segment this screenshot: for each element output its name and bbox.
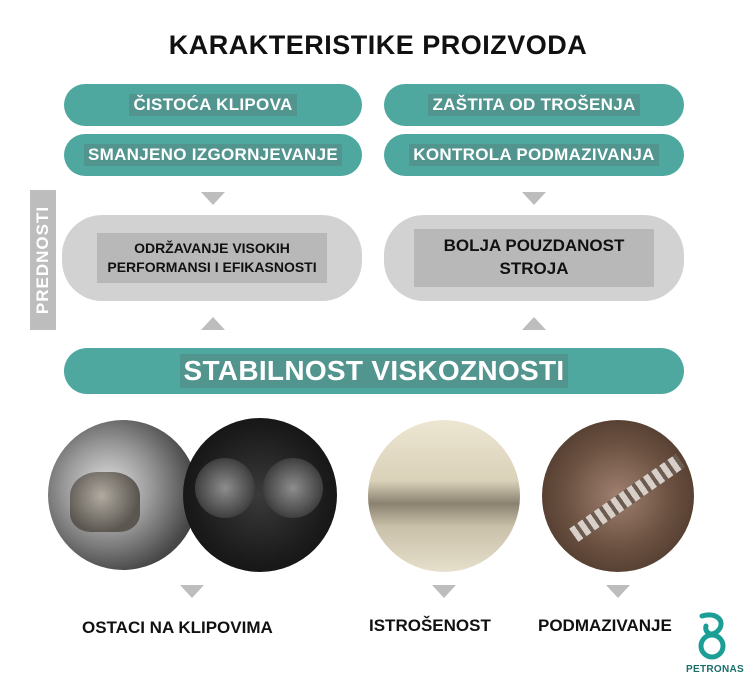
arrow-down-icon (201, 192, 225, 205)
petronas-logo-icon (694, 612, 734, 662)
side-label: PREDNOSTI (33, 205, 52, 315)
carbon-deposit-photo (183, 418, 337, 572)
piston-image (70, 472, 140, 532)
arrow-down-icon (522, 192, 546, 205)
arrow-down-icon (606, 585, 630, 598)
feature-label: SMANJENO IZGORNJEVANJE (84, 144, 342, 166)
page-title: KARAKTERISTIKE PROIZVODA (168, 30, 588, 60)
caption-lubrication: PODMAZIVANJE (538, 616, 672, 635)
arrow-down-icon (180, 585, 204, 598)
benefit-line: PERFORMANSI I EFIKASNOSTI (107, 259, 317, 275)
feature-piston-cleanliness (64, 84, 362, 126)
arrow-up-icon (201, 317, 225, 330)
benefit-line: ODRŽAVANJE VISOKIH (134, 240, 290, 257)
core-label: STABILNOST VISKOZNOSTI (180, 354, 569, 388)
benefit-reliability (384, 215, 684, 301)
caption-piston-deposits: OSTACI NA KLIPOVIMA (82, 618, 273, 637)
wear-photo (368, 420, 520, 572)
feature-lubrication-control (384, 134, 684, 176)
feature-label: KONTROLA PODMAZIVANJA (409, 144, 658, 166)
side-label-box (30, 190, 56, 330)
benefit-performance (62, 215, 362, 301)
feature-wear-protection (384, 84, 684, 126)
core-viscosity-stability (64, 348, 684, 394)
arrow-up-icon (522, 317, 546, 330)
feature-reduced-burning (64, 134, 362, 176)
piston-photo (48, 420, 198, 570)
feature-label: ČISTOĆA KLIPOVA (129, 94, 296, 116)
benefit-line: BOLJA POUZDANOST (443, 236, 625, 256)
arrow-down-icon (432, 585, 456, 598)
caption-wear: ISTROŠENOST (369, 616, 491, 635)
lubrication-photo (542, 420, 694, 572)
deposit-image (195, 458, 255, 518)
brand-name: PETRONAS (686, 664, 744, 675)
chain-image (569, 454, 685, 542)
deposit-image (263, 458, 323, 518)
benefit-line: STROJA (499, 259, 569, 278)
feature-label: ZAŠTITA OD TROŠENJA (428, 94, 639, 116)
